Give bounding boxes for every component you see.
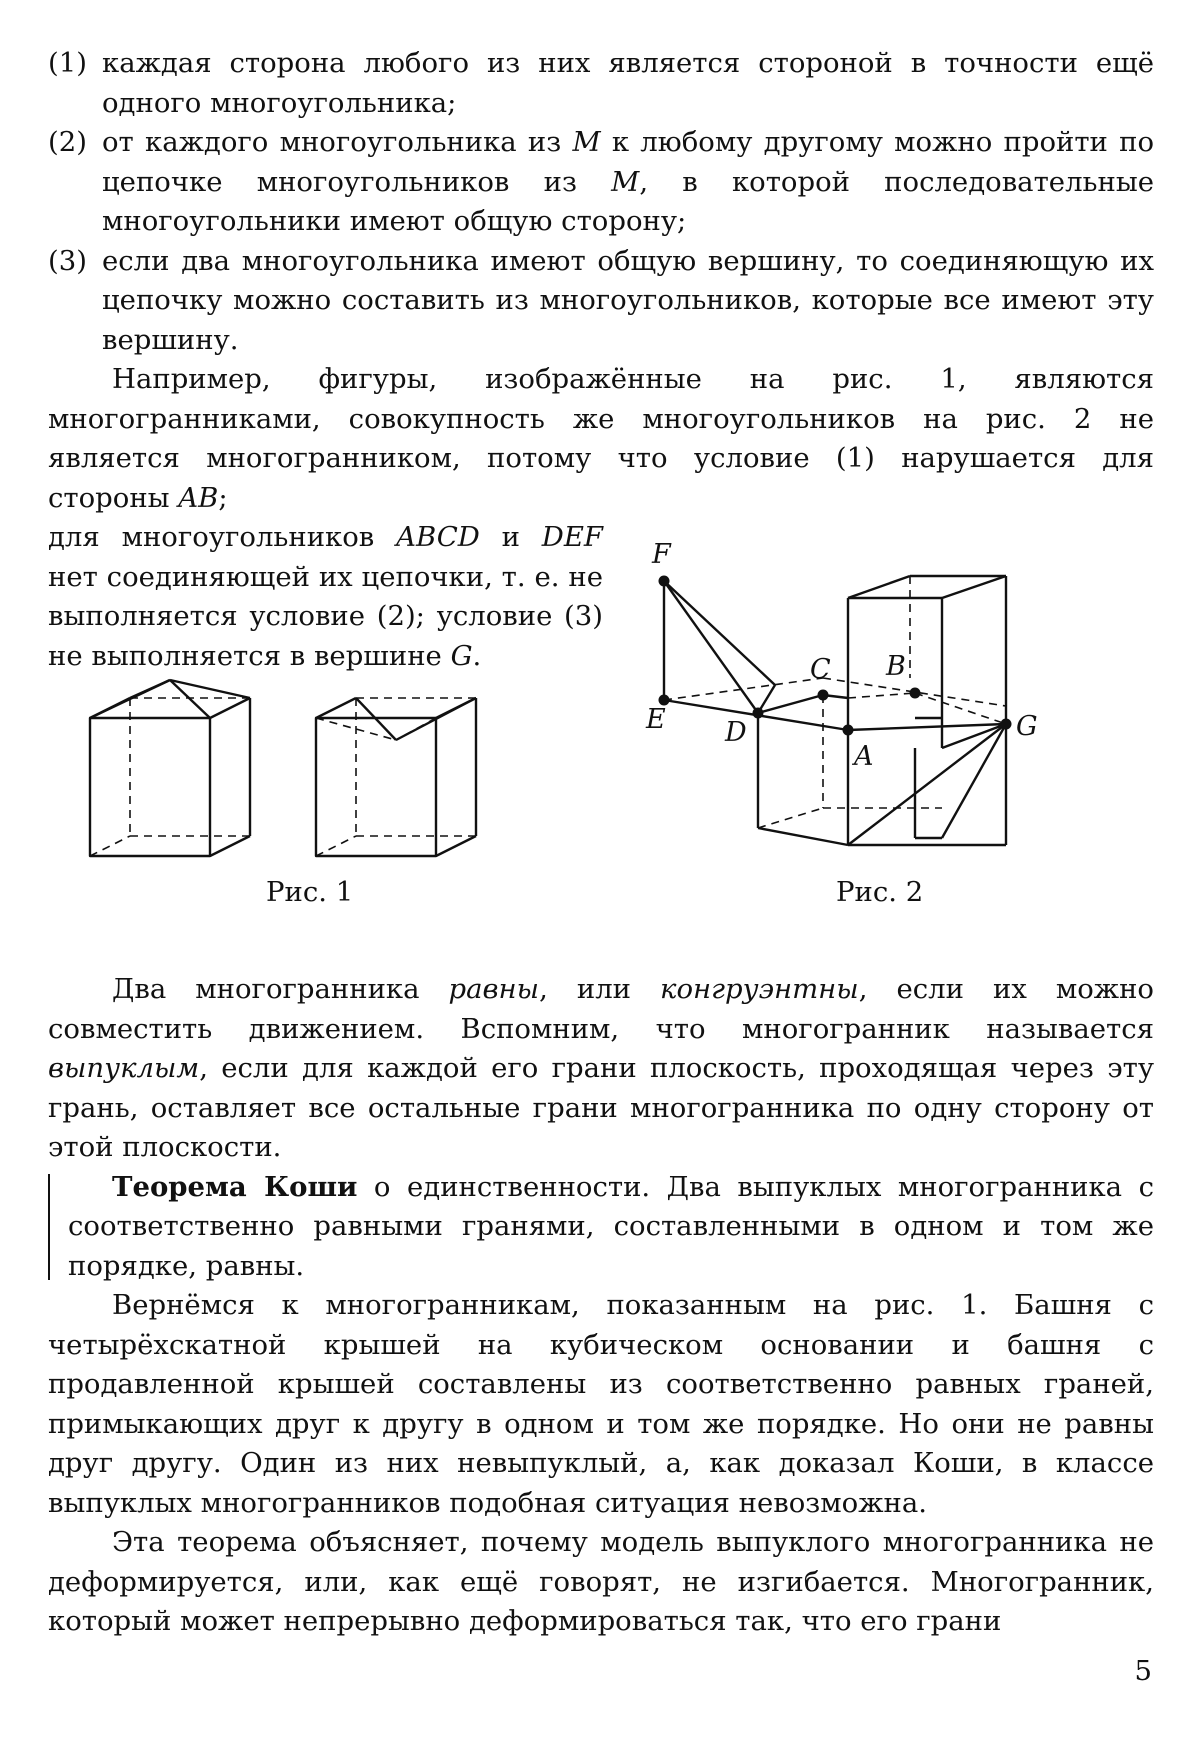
label-d: D: [725, 717, 747, 748]
label-c: C: [810, 654, 831, 685]
paragraph-congruent: Два многогранника равны, или конгруэнтны, если их можно совместить движением. Вспомним, что многогранник называется выпуклым, если для каждой его грани плоскость, проходящая через эту грань, оставляет все остальные грани многогранника по одну сторону от этой плоскости.: [48, 973, 1154, 1163]
tower-convex: [90, 680, 250, 856]
page-content: [48, 44, 1154, 1642]
paragraph-rigidity: Эта теорема объясняет, почему модель выпуклого многогранника не деформируется, или, как ещё говорят, не изгибается. Многогранник, который может непрерывно деформироваться так, что его грани: [48, 1526, 1154, 1637]
theorem-margin-bar: [48, 1174, 50, 1281]
label-f: F: [652, 539, 671, 570]
figure-2-caption: Рис. 2: [836, 876, 924, 908]
list-item-2: [48, 123, 1154, 242]
figure-1-towers: [78, 668, 538, 860]
page-number: 5: [1134, 1655, 1152, 1687]
list-text: от каждого многоугольника из M к любому другому можно пройти по цепочке многоугольников из M, в которой последовательные многоугольники имеют общую сторону;: [102, 126, 1154, 237]
theorem-block: [48, 1168, 1154, 1287]
label-b: B: [886, 651, 906, 682]
figure-1-caption: Рис. 1: [266, 876, 354, 908]
tower-nonconvex: [316, 698, 476, 856]
list-item-1: [48, 44, 1154, 123]
theorem-text: Теорема Коши о единственности. Два выпуклых многогранника с соответственно равными гранями, составленными в одном и том же порядке, равны.: [68, 1170, 1154, 1282]
list-text: каждая сторона любого из них является стороной в точности ещё одного многоугольника;: [102, 47, 1154, 119]
list-number: (2): [48, 126, 87, 158]
figures-block: [48, 518, 1154, 970]
list-item-3: [48, 242, 1154, 361]
label-e: E: [646, 704, 666, 735]
paragraph-towers: Вернёмся к многогранникам, показанным на рис. 1. Башня с четырёхскатной крышей на кубическом основании и башня с продавленной крышей составлены из соответственно равных граней, примыкающих друг к другу в одном и том же порядке. Но они не равны друг другу. Один из них невыпуклый, а, как доказал Коши, в классе выпуклых многогранников подобная ситуация невозможна.: [48, 1289, 1154, 1519]
label-g: G: [1016, 711, 1038, 742]
paragraph-example: Например, фигуры, изображённые на рис. 1, являются многогранниками, совокупность же многоугольников на рис. 2 не является многогранником, потому что условие (1) нарушается для стороны AB;: [48, 363, 1154, 514]
list-number: (3): [48, 244, 87, 277]
list-number: (1): [48, 47, 87, 79]
figure-2-polygons: [630, 538, 1170, 868]
wrapped-paragraph: для многоугольников ABCD и DEF нет соединяющей их цепочки, т. е. не выполняется условие (2); условие (3) не выполняется в вершине G.: [48, 521, 603, 672]
list-text: если два многоугольника имеют общую вершину, то соединяющую их цепочку можно составить из многоугольников, которые все имеют эту вершину.: [102, 244, 1154, 356]
label-a: A: [854, 741, 874, 772]
theorem-title: Теорема Коши: [112, 1170, 358, 1203]
